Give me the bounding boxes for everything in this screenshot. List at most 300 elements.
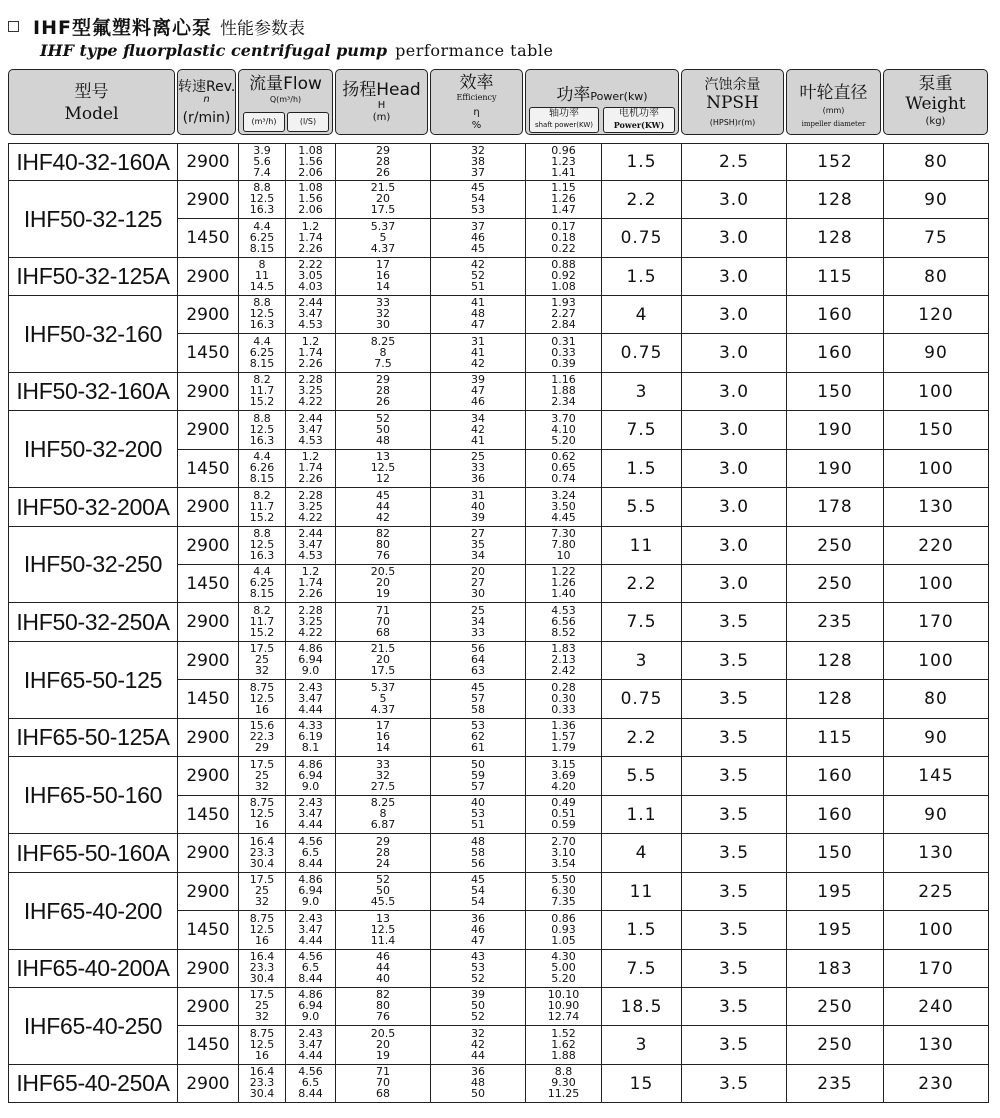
efficiency-cell-value: 51 <box>471 282 485 293</box>
table-row <box>9 719 989 757</box>
title-chinese-sub: 性能参数表 <box>219 18 305 39</box>
flow-ls-cell-value: 8.44 <box>298 974 323 985</box>
flow-ls-cell-value: 4.22 <box>298 627 323 639</box>
flow-m3h-cell-value: 8.15 <box>249 474 275 485</box>
efficiency-cell <box>431 488 526 527</box>
shaft-power-cell-value: 3.10 <box>551 847 576 859</box>
flow-ls-cell-value: 4.86 <box>298 759 323 771</box>
shaft-power-cell-value: 9.30 <box>551 1078 576 1089</box>
weight-cell: 225 <box>884 873 989 911</box>
flow-ls-cell-value: 4.44 <box>298 704 323 716</box>
flow-ls-cell <box>286 796 336 834</box>
npsh-cell: 3.0 <box>682 258 787 296</box>
header-model <box>8 69 175 135</box>
efficiency-cell-value: 33 <box>471 627 485 639</box>
header-shaft-cn: 轴功率 <box>549 108 579 119</box>
flow-ls-cell-value: 3.25 <box>298 501 323 513</box>
flow-ls-cell-value: 1.08 <box>298 183 323 194</box>
head-cell <box>336 144 431 181</box>
npsh-cell: 3.0 <box>682 373 787 411</box>
flow-m3h-cell <box>239 680 286 719</box>
shaft-power-cell-value: 0.88 <box>551 260 576 271</box>
head-cell-value: 5 <box>379 693 387 705</box>
flow-m3h-cell-value: 8.15 <box>249 589 275 600</box>
head-cell <box>336 873 431 911</box>
header-wt-unit: (kg) <box>925 116 946 127</box>
impeller-cell: 190 <box>787 411 884 450</box>
flow-m3h-cell-value: 6.25 <box>249 578 275 589</box>
efficiency-cell <box>431 334 526 373</box>
flow-ls-cell-value: 8.44 <box>298 1089 323 1100</box>
npsh-cell: 3.0 <box>682 411 787 450</box>
speed-cell: 2900 <box>178 988 239 1026</box>
header-head-unit: (m) <box>372 112 391 123</box>
motor-power-cell: 4 <box>602 834 682 873</box>
flow-m3h-cell <box>239 450 286 488</box>
efficiency-cell-value: 56 <box>471 644 485 655</box>
shaft-power-cell-value: 0.49 <box>551 798 576 809</box>
head-cell-value: 68 <box>376 627 390 639</box>
shaft-power-cell-value: 0.30 <box>551 693 576 705</box>
flow-m3h-cell-value: 5.6 <box>253 156 271 168</box>
head-cell <box>336 719 431 757</box>
header-npsh <box>681 69 784 135</box>
flow-ls-cell <box>286 373 336 411</box>
header-head <box>335 69 428 135</box>
impeller-cell: 250 <box>787 565 884 603</box>
shaft-power-cell-value: 0.86 <box>551 913 576 925</box>
flow-ls-cell <box>286 144 336 181</box>
shaft-power-cell-value: 3.15 <box>551 759 576 771</box>
weight-cell: 220 <box>884 527 989 565</box>
shaft-power-cell-value: 3.50 <box>551 501 576 513</box>
table-row <box>9 1065 989 1103</box>
head-cell <box>336 334 431 373</box>
motor-power-cell: 2.2 <box>602 719 682 757</box>
shaft-power-cell-value: 1.23 <box>551 156 576 168</box>
efficiency-cell-value: 39 <box>471 990 485 1001</box>
weight-cell: 150 <box>884 411 989 450</box>
head-cell-value: 68 <box>376 1089 390 1100</box>
flow-ls-cell-value: 4.56 <box>298 836 323 848</box>
speed-cell: 2900 <box>178 181 239 219</box>
head-cell <box>336 642 431 680</box>
motor-power-cell: 3 <box>602 642 682 680</box>
shaft-power-cell-value: 10 <box>556 551 571 562</box>
head-cell-value: 19 <box>376 1050 390 1062</box>
header-flow <box>238 69 333 135</box>
head-cell <box>336 911 431 950</box>
shaft-power-cell <box>526 296 602 334</box>
efficiency-cell-value: 63 <box>471 666 485 677</box>
flow-ls-cell <box>286 911 336 950</box>
efficiency-cell <box>431 373 526 411</box>
impeller-cell: 150 <box>787 373 884 411</box>
weight-cell: 75 <box>884 219 989 258</box>
flow-ls-cell-value: 6.5 <box>301 963 320 974</box>
weight-cell: 130 <box>884 1026 989 1065</box>
flow-ls-cell <box>286 603 336 642</box>
shaft-power-cell-value: 7.35 <box>551 897 576 908</box>
impeller-cell: 250 <box>787 527 884 565</box>
efficiency-cell <box>431 565 526 603</box>
efficiency-cell <box>431 911 526 950</box>
efficiency-cell-value: 62 <box>471 732 485 743</box>
flow-m3h-cell <box>239 796 286 834</box>
efficiency-cell <box>431 873 526 911</box>
model-cell: IHF50-32-250A <box>9 603 178 642</box>
head-cell-value: 5.37 <box>370 682 396 694</box>
flow-m3h-cell-value: 17.5 <box>249 759 275 771</box>
weight-cell: 90 <box>884 334 989 373</box>
model-cell: IHF50-32-200A <box>9 488 178 527</box>
flow-ls-cell-value: 2.26 <box>298 358 323 370</box>
npsh-cell: 3.0 <box>682 488 787 527</box>
motor-power-cell: 3 <box>602 373 682 411</box>
flow-ls-cell-value: 1.74 <box>298 347 323 359</box>
speed-cell: 2900 <box>178 719 239 757</box>
shaft-power-cell-value: 2.84 <box>551 320 576 331</box>
shaft-power-cell-value: 7.80 <box>551 540 576 551</box>
efficiency-cell <box>431 834 526 873</box>
speed-cell: 2900 <box>178 834 239 873</box>
shaft-power-cell-value: 4.45 <box>551 512 576 524</box>
flow-ls-cell-value: 3.47 <box>298 309 323 320</box>
shaft-power-cell-value: 10.90 <box>547 1001 580 1012</box>
flow-m3h-cell <box>239 296 286 334</box>
speed-cell: 2900 <box>178 258 239 296</box>
npsh-cell: 3.5 <box>682 950 787 988</box>
table-row <box>9 603 989 642</box>
impeller-cell: 160 <box>787 757 884 796</box>
flow-ls-cell-value: 3.47 <box>298 540 323 551</box>
flow-m3h-cell-value: 12.5 <box>249 194 275 205</box>
shaft-power-cell-value: 0.65 <box>551 463 576 474</box>
head-cell-value: 6.87 <box>370 820 396 831</box>
efficiency-cell-value: 54 <box>471 897 485 908</box>
head-cell <box>336 296 431 334</box>
head-cell-value: 26 <box>376 167 390 179</box>
header-speed-cn: 转速Rev. <box>178 79 236 95</box>
shaft-power-cell-value: 5.20 <box>551 974 576 985</box>
flow-ls-cell-value: 1.74 <box>298 578 323 589</box>
shaft-power-cell <box>526 950 602 988</box>
motor-power-cell: 3 <box>602 1026 682 1065</box>
header-eff-en: Efficiency <box>456 93 497 102</box>
efficiency-cell-value: 53 <box>471 963 485 974</box>
head-cell-value: 5 <box>379 232 387 244</box>
efficiency-cell-value: 58 <box>471 704 485 716</box>
shaft-power-cell <box>526 757 602 796</box>
table-row <box>9 296 989 334</box>
flow-m3h-cell-value: 4.4 <box>253 567 271 578</box>
flow-m3h-cell-value: 4.4 <box>253 336 271 348</box>
shaft-power-cell-value: 0.92 <box>551 271 576 282</box>
motor-power-cell: 1.5 <box>602 258 682 296</box>
head-cell-value: 80 <box>376 540 390 551</box>
speed-cell: 2900 <box>178 1065 239 1103</box>
flow-m3h-cell-value: 30.4 <box>249 1089 275 1100</box>
head-cell-value: 8 <box>379 347 387 359</box>
head-cell <box>336 796 431 834</box>
flow-m3h-cell-value: 11 <box>255 271 269 282</box>
shaft-power-cell <box>526 565 602 603</box>
shaft-power-cell-value: 5.20 <box>551 435 576 447</box>
flow-m3h-cell-value: 8.15 <box>249 243 275 255</box>
shaft-power-cell-value: 1.47 <box>551 205 576 216</box>
shaft-power-cell-value: 10.10 <box>547 990 580 1001</box>
head-cell-value: 42 <box>376 512 390 524</box>
efficiency-cell-value: 48 <box>471 836 485 848</box>
flow-ls-cell-value: 4.22 <box>298 512 323 524</box>
shaft-power-cell <box>526 258 602 296</box>
flow-ls-cell-value: 1.74 <box>298 463 323 474</box>
flow-m3h-cell <box>239 565 286 603</box>
efficiency-cell-value: 31 <box>471 336 485 348</box>
header-npsh-en: NPSH <box>706 93 759 113</box>
flow-ls-cell-value: 2.26 <box>298 474 323 485</box>
flow-ls-cell <box>286 873 336 911</box>
efficiency-cell-value: 41 <box>471 347 485 359</box>
flow-m3h-cell-value: 15.2 <box>249 397 275 408</box>
efficiency-cell <box>431 450 526 488</box>
shaft-power-cell-value: 0.31 <box>551 336 576 348</box>
efficiency-cell <box>431 719 526 757</box>
head-cell-value: 8 <box>379 809 387 820</box>
flow-ls-cell-value: 4.22 <box>298 397 323 408</box>
head-cell-value: 13 <box>376 913 390 925</box>
efficiency-cell-value: 50 <box>471 759 485 771</box>
head-cell <box>336 411 431 450</box>
shaft-power-cell-value: 1.36 <box>551 721 576 732</box>
head-cell-value: 8.25 <box>370 798 396 809</box>
speed-cell: 1450 <box>178 796 239 834</box>
shaft-power-cell-value: 2.27 <box>551 309 576 320</box>
shaft-power-cell-value: 12.74 <box>547 1012 580 1023</box>
flow-ls-cell <box>286 258 336 296</box>
table-row <box>9 988 989 1026</box>
flow-m3h-cell-value: 8.75 <box>249 682 275 694</box>
npsh-cell: 3.0 <box>682 296 787 334</box>
impeller-cell: 128 <box>787 680 884 719</box>
flow-m3h-cell-value: 23.3 <box>249 963 275 974</box>
head-cell-value: 20 <box>376 1039 390 1051</box>
head-cell-value: 7.5 <box>374 358 392 370</box>
weight-cell: 120 <box>884 296 989 334</box>
flow-ls-cell-value: 1.08 <box>298 145 323 157</box>
efficiency-cell-value: 39 <box>471 512 485 524</box>
shaft-power-cell-value: 0.59 <box>551 820 576 831</box>
flow-m3h-cell-value: 22.3 <box>249 732 275 743</box>
flow-m3h-cell-value: 12.5 <box>249 1039 275 1051</box>
model-cell: IHF40-32-160A <box>9 144 178 181</box>
impeller-cell: 128 <box>787 642 884 680</box>
shaft-power-cell <box>526 1026 602 1065</box>
flow-m3h-cell-value: 16 <box>255 935 269 947</box>
efficiency-cell-value: 45 <box>471 243 485 255</box>
shaft-power-cell <box>526 719 602 757</box>
flow-ls-cell <box>286 527 336 565</box>
flow-ls-cell-value: 4.44 <box>298 935 323 947</box>
flow-m3h-cell-value: 16.3 <box>249 435 275 447</box>
efficiency-cell-value: 47 <box>471 935 485 947</box>
head-cell-value: 30 <box>376 320 390 331</box>
motor-power-cell: 1.5 <box>602 144 682 181</box>
shaft-power-cell-value: 8.8 <box>554 1067 573 1078</box>
efficiency-cell-value: 57 <box>471 781 485 793</box>
efficiency-cell-value: 53 <box>471 809 485 820</box>
flow-ls-cell <box>286 680 336 719</box>
header-power-cn: 功率 <box>556 85 591 105</box>
checkbox-square-icon <box>8 21 19 32</box>
flow-m3h-cell-value: 16.4 <box>249 1067 275 1078</box>
header-speed-unit: (r/min) <box>182 110 231 126</box>
shaft-power-cell-value: 1.15 <box>551 183 576 194</box>
table-row <box>9 258 989 296</box>
flow-ls-cell-value: 6.94 <box>298 1001 323 1012</box>
shaft-power-cell-value: 1.16 <box>551 375 576 386</box>
flow-ls-cell <box>286 450 336 488</box>
flow-m3h-cell-value: 15.6 <box>249 721 275 732</box>
efficiency-cell-value: 51 <box>471 820 485 831</box>
flow-ls-cell-value: 3.47 <box>298 693 323 705</box>
speed-cell: 2900 <box>178 950 239 988</box>
header-model-en: Model <box>64 104 119 124</box>
head-cell-value: 20 <box>376 194 390 205</box>
shaft-power-cell-value: 2.13 <box>551 655 576 666</box>
header-shaft-power <box>529 107 599 133</box>
table-row <box>9 411 989 450</box>
weight-cell: 100 <box>884 565 989 603</box>
shaft-power-cell-value: 1.93 <box>551 298 576 309</box>
efficiency-cell-value: 43 <box>471 952 485 963</box>
head-cell <box>336 258 431 296</box>
header-power <box>525 69 679 135</box>
shaft-power-cell-value: 0.74 <box>551 474 576 485</box>
motor-power-cell: 2.2 <box>602 565 682 603</box>
flow-m3h-cell-value: 16.4 <box>249 952 275 963</box>
efficiency-cell-value: 46 <box>471 924 485 936</box>
header-flow-cn: 流量Flow <box>249 74 322 94</box>
head-cell-value: 17 <box>376 260 390 271</box>
impeller-cell: 235 <box>787 603 884 642</box>
efficiency-cell-value: 33 <box>471 463 485 474</box>
head-cell-value: 26 <box>376 397 390 408</box>
flow-ls-cell-value: 2.43 <box>298 913 323 925</box>
flow-ls-cell <box>286 950 336 988</box>
npsh-cell: 3.0 <box>682 181 787 219</box>
weight-cell: 100 <box>884 373 989 411</box>
flow-m3h-cell-value: 25 <box>255 1001 269 1012</box>
flow-m3h-cell-value: 32 <box>255 897 269 908</box>
model-cell: IHF50-32-250 <box>9 527 178 603</box>
speed-cell: 1450 <box>178 334 239 373</box>
shaft-power-cell-value: 1.79 <box>551 743 576 754</box>
head-cell-value: 13 <box>376 452 390 463</box>
shaft-power-cell <box>526 603 602 642</box>
efficiency-cell-value: 45 <box>471 682 485 694</box>
head-cell-value: 20 <box>376 655 390 666</box>
motor-power-cell: 0.75 <box>602 680 682 719</box>
head-cell-value: 70 <box>376 1078 390 1089</box>
flow-m3h-cell-value: 12.5 <box>249 809 275 820</box>
head-cell <box>336 1065 431 1103</box>
efficiency-cell-value: 47 <box>471 320 485 331</box>
motor-power-cell: 1.5 <box>602 450 682 488</box>
head-cell-value: 28 <box>376 156 390 168</box>
head-cell-value: 44 <box>376 963 390 974</box>
motor-power-cell: 0.75 <box>602 219 682 258</box>
weight-cell: 240 <box>884 988 989 1026</box>
efficiency-cell <box>431 181 526 219</box>
npsh-cell: 3.5 <box>682 1065 787 1103</box>
efficiency-cell-value: 46 <box>471 232 485 244</box>
flow-m3h-cell-value: 25 <box>255 655 269 666</box>
model-cell: IHF50-32-160 <box>9 296 178 373</box>
impeller-cell: 115 <box>787 719 884 757</box>
shaft-power-cell-value: 2.34 <box>551 397 576 408</box>
head-cell-value: 20.5 <box>370 567 396 578</box>
efficiency-cell-value: 45 <box>471 183 485 194</box>
speed-cell: 2900 <box>178 144 239 181</box>
header-imp-en: impeller diameter <box>801 120 866 128</box>
head-cell-value: 4.37 <box>370 243 396 255</box>
shaft-power-cell-value: 0.18 <box>551 232 576 244</box>
efficiency-cell-value: 42 <box>471 424 485 436</box>
head-cell-value: 5.37 <box>370 221 396 233</box>
impeller-cell: 150 <box>787 834 884 873</box>
flow-m3h-cell-value: 25 <box>255 886 269 897</box>
efficiency-cell-value: 56 <box>471 858 485 870</box>
flow-ls-cell <box>286 719 336 757</box>
shaft-power-cell-value: 1.88 <box>551 1050 576 1062</box>
efficiency-cell-value: 40 <box>471 501 485 513</box>
flow-m3h-cell <box>239 373 286 411</box>
shaft-power-cell-value: 3.70 <box>551 413 576 425</box>
efficiency-cell-value: 57 <box>471 693 485 705</box>
head-cell-value: 29 <box>376 375 390 386</box>
shaft-power-cell-value: 0.62 <box>551 452 576 463</box>
head-cell-value: 20 <box>376 578 390 589</box>
flow-m3h-cell-value: 32 <box>255 1012 269 1023</box>
flow-m3h-cell-value: 16 <box>255 1050 269 1062</box>
flow-ls-cell <box>286 1065 336 1103</box>
weight-cell: 90 <box>884 719 989 757</box>
flow-ls-cell-value: 6.94 <box>298 655 323 666</box>
motor-power-cell: 0.75 <box>602 334 682 373</box>
head-cell-value: 8.25 <box>370 336 396 348</box>
flow-m3h-cell-value: 32 <box>255 781 269 793</box>
header-npsh-unit: (HPSH)r(m) <box>709 118 756 127</box>
head-cell-value: 27.5 <box>370 781 396 793</box>
flow-m3h-cell-value: 25 <box>255 770 269 782</box>
impeller-cell: 235 <box>787 1065 884 1103</box>
weight-cell: 130 <box>884 488 989 527</box>
flow-ls-cell <box>286 565 336 603</box>
flow-m3h-cell-value: 16 <box>255 704 269 716</box>
motor-power-cell: 7.5 <box>602 411 682 450</box>
head-cell-value: 14 <box>376 282 390 293</box>
npsh-cell: 3.0 <box>682 334 787 373</box>
flow-ls-cell-value: 1.2 <box>301 221 320 233</box>
flow-ls-cell <box>286 757 336 796</box>
table-row <box>9 873 989 911</box>
impeller-cell: 190 <box>787 450 884 488</box>
efficiency-cell <box>431 757 526 796</box>
head-cell-value: 45.5 <box>370 897 396 908</box>
shaft-power-cell <box>526 527 602 565</box>
efficiency-cell <box>431 642 526 680</box>
